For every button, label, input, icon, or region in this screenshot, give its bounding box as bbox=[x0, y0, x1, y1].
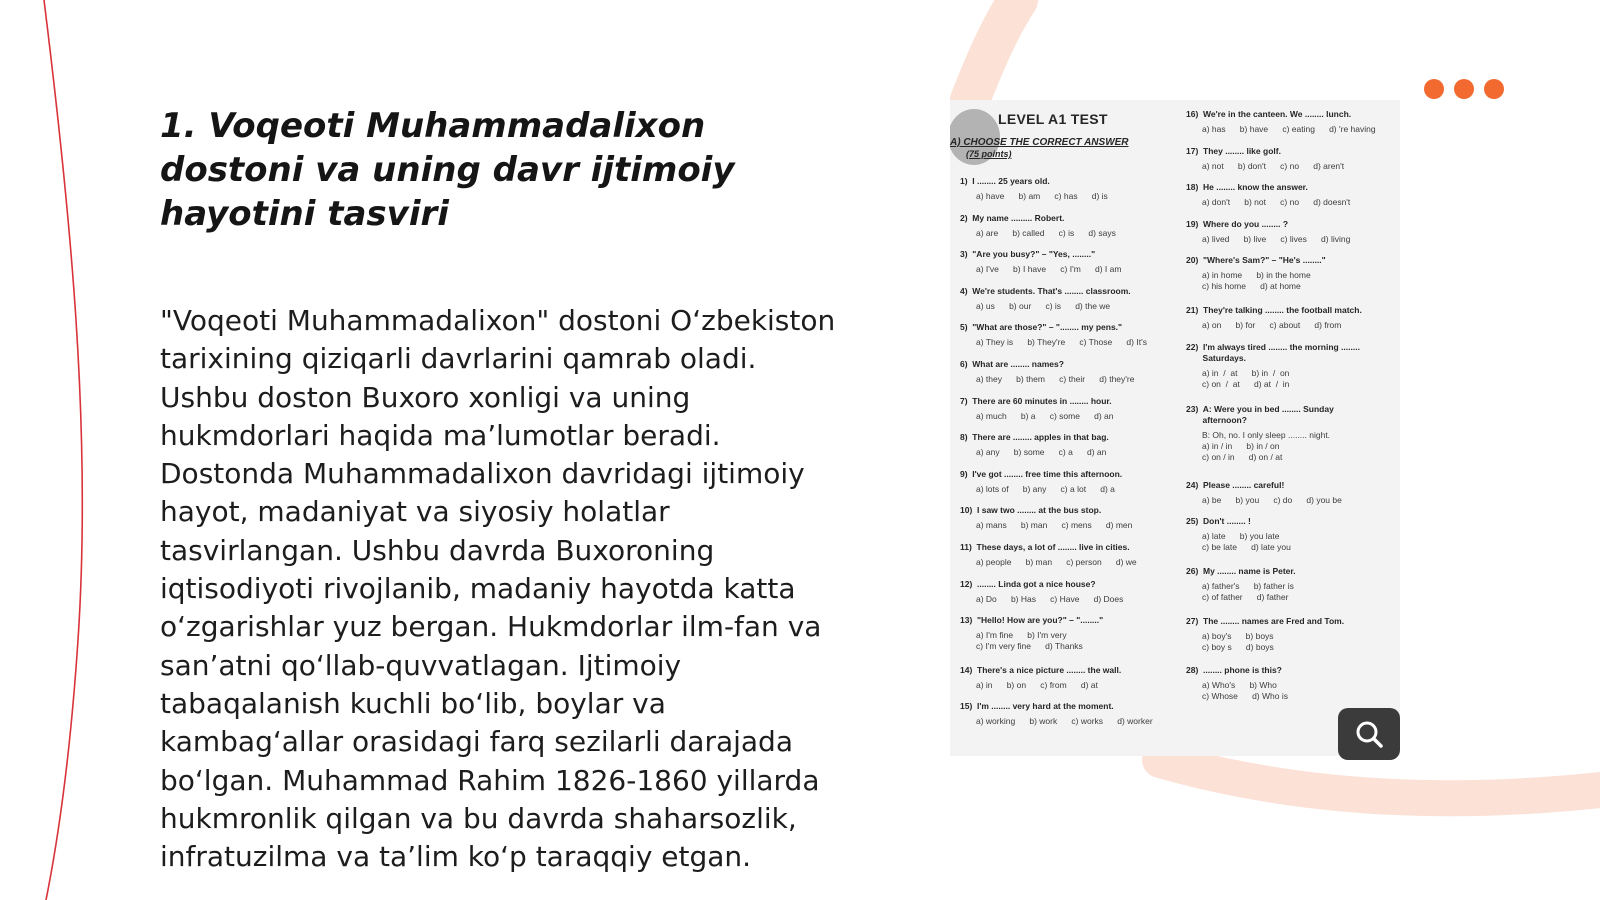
slide-title: 1. Voqeoti Muhammadalixon dostoni va uning davr ijtimoiy hayotini tasviri bbox=[160, 106, 735, 234]
question-options: a) working b) work c) works d) worker bbox=[976, 716, 1153, 727]
question-stem: 1) I ........ 25 years old. bbox=[960, 176, 1050, 186]
question-options: a) I'm fine b) I'm very c) I'm very fine d) Thanks bbox=[976, 630, 1083, 652]
worksheet-question bbox=[960, 542, 1180, 568]
question-stem: 28) ........ phone is this? bbox=[1186, 665, 1282, 676]
worksheet-question bbox=[960, 432, 1180, 458]
worksheet-question bbox=[960, 665, 1180, 691]
question-options: a) mans b) man c) mens d) men bbox=[976, 520, 1133, 531]
question-options: a) not b) don't c) no d) aren't bbox=[1202, 160, 1345, 171]
question-options: a) they b) them c) their d) they're bbox=[976, 374, 1135, 384]
question-stem: 7) There are 60 minutes in ........ hour. bbox=[960, 395, 1112, 406]
worksheet-question bbox=[960, 359, 1180, 385]
question-options: a) much b) a c) some d) an bbox=[976, 410, 1114, 421]
dot bbox=[1484, 79, 1504, 99]
question-options: a) in / at b) in / on c) on / at d) at / in bbox=[1202, 367, 1290, 389]
question-stem: 12) ........ Linda got a nice house? bbox=[960, 578, 1096, 589]
question-options: a) don't b) not c) no d) doesn't bbox=[1202, 197, 1351, 208]
question-stem: 22) I'm always tired ........ the morning ........ Saturdays. bbox=[1186, 341, 1360, 363]
question-options: a) Who's b) Who c) Whose d) Who is bbox=[1202, 680, 1288, 702]
question-options: a) have b) am c) has d) is bbox=[976, 191, 1108, 201]
dot bbox=[1454, 79, 1474, 99]
question-options: a) be b) you c) do d) you be bbox=[1202, 494, 1342, 505]
worksheet-question bbox=[1186, 616, 1398, 653]
question-stem: 17) They ........ like golf. bbox=[1186, 145, 1281, 156]
question-stem: 27) The ........ names are Fred and Tom. bbox=[1186, 615, 1345, 626]
worksheet-question bbox=[960, 505, 1180, 531]
worksheet-section: A) CHOOSE THE CORRECT ANSWER bbox=[950, 137, 1129, 148]
question-options: a) I've b) I have c) I'm d) I am bbox=[976, 264, 1122, 275]
slide-body-text: "Voqeoti Muhammadalixon" dostoni O‘zbekiston tarixining qiziqarli davrlarini qamrab oladi. Ushbu doston Buxoro xonligi va uning hukmdorlari haqida ma’lumotlar beradi. Dostonda Muhammadalixon davridagi ijtimoiy hayot, madaniyat va siyosiy holatlar tasvirlangan. Ushbu davrda Buxoroning iqtisodiyoti rivojlanib, madaniy hayotda katta o‘zgarishlar yuz bergan. Hukmdorlar ilm-fan va san’atni qo‘llab-quvvatlagan. Ijtimoiy tabaqalanish kuchli bo‘lib, boylar va kambag‘allar orasidagi farq sezilarli darajada bo‘lgan. Muhammad Rahim 1826-1860 yillarda hukmronlik qilgan va bu davrda shaharsozlik, infratuzilma va ta’lim ko‘p taraqqiy etgan. bbox=[160, 304, 836, 874]
question-options: a) on b) for c) about d) from bbox=[1202, 320, 1342, 330]
question-stem: 23) A: Were you in bed ........ Sunday afternoon? bbox=[1186, 404, 1334, 426]
question-stem: 9) I've got ........ free time this afternoon. bbox=[960, 468, 1123, 479]
question-options: a) in home b) in the home c) his home d) at home bbox=[1202, 270, 1311, 292]
question-stem: 8) There are ........ apples in that bag. bbox=[960, 432, 1109, 443]
worksheet-question bbox=[960, 286, 1180, 312]
question-stem: 13) "Hello! How are you?" – "........" bbox=[960, 615, 1104, 626]
worksheet-question bbox=[1186, 109, 1398, 135]
question-stem: 20) "Where's Sam?" – "He's ........" bbox=[1186, 255, 1326, 266]
zoom-button[interactable] bbox=[1338, 708, 1400, 760]
question-options: a) has b) have c) eating d) 're having bbox=[1202, 124, 1376, 134]
worksheet-image bbox=[950, 100, 1400, 756]
question-options: a) lots of b) any c) a lot d) a bbox=[976, 483, 1115, 494]
question-stem: 6) What are ........ names? bbox=[960, 359, 1064, 369]
dot bbox=[1424, 79, 1444, 99]
worksheet-question bbox=[1186, 255, 1398, 292]
question-stem: 19) Where do you ........ ? bbox=[1186, 218, 1289, 229]
question-options: B: Oh, no. I only sleep ........ night. a) in / in b) in / on c) on / in d) on / at bbox=[1202, 430, 1331, 463]
worksheet-question bbox=[1186, 146, 1398, 172]
worksheet-question bbox=[1186, 182, 1398, 208]
question-stem: 21) They're talking ........ the football match. bbox=[1186, 305, 1362, 315]
peach-arc-bottom bbox=[1160, 760, 1600, 798]
question-options: a) They is b) They're c) Those d) It's bbox=[976, 337, 1147, 348]
zoom-in-icon bbox=[1352, 717, 1386, 751]
question-stem: 2) My name ......... Robert. bbox=[960, 212, 1065, 223]
question-options: a) father's b) father is c) of father d) father bbox=[1202, 581, 1294, 602]
worksheet-question bbox=[1186, 219, 1398, 245]
worksheet-question bbox=[960, 579, 1180, 605]
worksheet-points: (75 points) bbox=[966, 149, 1012, 159]
question-stem: 14) There's a nice picture ........ the wall. bbox=[960, 664, 1122, 675]
worksheet-question bbox=[1186, 665, 1398, 702]
question-options: a) boy's b) boys c) boy s d) boys bbox=[1202, 630, 1274, 652]
question-stem: 3) "Are you busy?" – "Yes, ........" bbox=[960, 249, 1096, 260]
question-options: a) lived b) live c) lives d) living bbox=[1202, 233, 1351, 244]
worksheet-question bbox=[960, 701, 1180, 727]
question-stem: 26) My ........ name is Peter. bbox=[1186, 566, 1296, 576]
question-stem: 18) He ........ know the answer. bbox=[1186, 182, 1308, 193]
worksheet-title: LEVEL A1 TEST bbox=[998, 111, 1108, 127]
question-options: a) us b) our c) is d) the we bbox=[976, 300, 1111, 311]
worksheet-question bbox=[960, 176, 1180, 202]
worksheet-question bbox=[960, 213, 1180, 239]
question-options: a) in b) on c) from d) at bbox=[976, 679, 1098, 690]
question-options: a) are b) called c) is d) says bbox=[976, 227, 1116, 238]
question-stem: 15) I'm ........ very hard at the moment. bbox=[960, 701, 1114, 712]
question-stem: 16) We're in the canteen. We ........ lunch. bbox=[1186, 109, 1352, 119]
worksheet-question bbox=[960, 396, 1180, 422]
question-options: a) any b) some c) a d) an bbox=[976, 447, 1107, 458]
question-options: a) Do b) Has c) Have d) Does bbox=[976, 593, 1124, 604]
question-stem: 11) These days, a lot of ........ live in cities. bbox=[960, 542, 1130, 552]
left-edge-line bbox=[44, 0, 82, 900]
question-stem: 25) Don't ........ ! bbox=[1186, 516, 1251, 527]
worksheet-question bbox=[960, 615, 1180, 652]
question-stem: 4) We're students. That's ........ classroom. bbox=[960, 285, 1131, 296]
question-stem: 24) Please ........ careful! bbox=[1186, 479, 1285, 490]
question-options: a) people b) man c) person d) we bbox=[976, 557, 1137, 567]
worksheet-question bbox=[1186, 566, 1398, 603]
worksheet-question bbox=[1186, 404, 1398, 463]
question-stem: 5) "What are those?" – "........ my pens." bbox=[960, 322, 1123, 333]
peach-arc-top bbox=[970, 0, 1018, 100]
worksheet-question bbox=[1186, 342, 1398, 390]
more-dots-icon[interactable] bbox=[1424, 79, 1504, 103]
worksheet-question bbox=[1186, 480, 1398, 506]
worksheet-question bbox=[960, 469, 1180, 495]
worksheet-question bbox=[1186, 305, 1398, 331]
worksheet-question bbox=[960, 249, 1180, 275]
question-stem: 10) I saw two ........ at the bus stop. bbox=[960, 505, 1102, 516]
worksheet-question bbox=[960, 322, 1180, 348]
worksheet-question bbox=[1186, 516, 1398, 553]
question-options: a) late b) you late c) be late d) late you bbox=[1202, 531, 1291, 553]
